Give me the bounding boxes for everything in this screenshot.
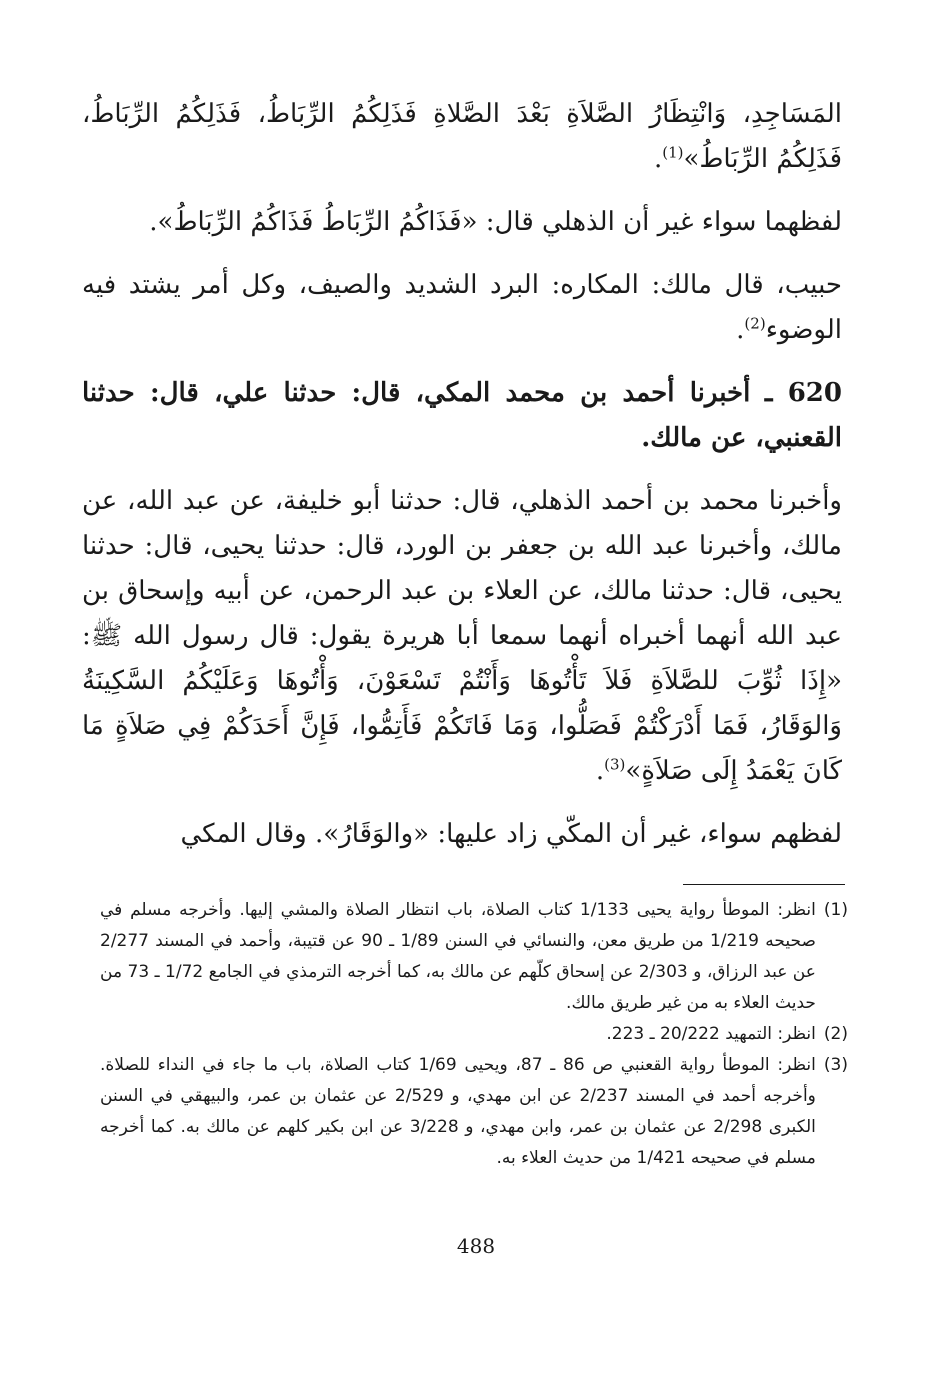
paragraph-1 xyxy=(82,92,842,182)
footnote-divider xyxy=(683,884,845,885)
paragraph-2 xyxy=(82,200,842,245)
paragraph-tail: . xyxy=(736,315,745,345)
paragraph-text: وأخبرنا محمد بن أحمد الذهلي، قال: حدثنا أبو خليفة، عن عبد الله، عن مالك، وأخبرنا عبد الله بن جعفر بن الورد، قال: حدثنا يحيى، قال: حدثنا يحيى، قال: حدثنا مالك، عن العلاء بن عبد الرحمن، عن أبيه وإسحاق بن عبد الله أنهما أخبراه أنهما سمعا أبا هريرة يقول: قال رسول الله ﷺ: «إِذَا ثُوِّبَ للصَّلاَةِ فَلاَ تَأْتُوهَا وَأَنْتُمْ تَسْعَوْنَ، وَأْتُوهَا وَعَلَيْكُمُ السَّكِينَةُ وَالوَقَارُ، فَمَا أَدْرَكْتُمْ فَصَلُّوا، وَمَا فَاتَكُمْ فَأَتِمُّوا، فَإِنَّ أَحَدَكُمْ فِي صَلاَةٍ مَا كَانَ يَعْمَدُ إِلَى صَلاَةٍ» xyxy=(82,486,842,786)
paragraph-3 xyxy=(82,263,842,353)
footnote-1 xyxy=(100,895,848,1019)
footnote-text: انظر: التمهيد 20/222 ـ 223. xyxy=(606,1024,816,1044)
paragraph-text: لفظهما سواء غير أن الذهلي قال: «فَذَاكُمُ الرِّبَاطُ فَذَاكُمُ الرِّبَاطُ». xyxy=(149,207,842,237)
paragraph-tail: . xyxy=(595,756,605,786)
footnote-text: انظر: الموطأ رواية يحيى 1/133 كتاب الصلاة، باب انتظار الصلاة والمشي إليها. وأخرجه مسلم في صحيحه 1/219 من طريق معن، والنسائي في السنن 1/89 ـ 90 عن قتيبة، وأحمد في المسند 2/277 عن عبد الرزاق، و 2/303 عن إسحاق كلّهم عن مالك به، كما أخرجه الترمذي في الجامع 1/72 ـ 73 من حديث العلاء به من غير طريق مالك. xyxy=(100,900,816,1013)
footnote-ref-3[interactable]: (3) xyxy=(604,755,626,774)
paragraph-5 xyxy=(82,479,842,794)
footnote-text: انظر: الموطأ رواية القعنبي ص 86 ـ 87، ويحيى 1/69 كتاب الصلاة، باب ما جاء في النداء للصلاة. وأخرجه أحمد في المسند 2/237 عن ابن مهدي، و 2/529 عن عثمان بن عمر، والبيهقي في السنن الكبرى 2/298 عن عثمان بن عمر، وابن مهدي، و 3/228 عن ابن بكير كلهم عن مالك به. كما أخرجه مسلم في صحيحه 1/421 من حديث العلاء به. xyxy=(100,1055,816,1168)
footnote-number: (1) xyxy=(823,900,848,920)
footnotes xyxy=(100,895,848,1174)
main-text xyxy=(82,92,842,857)
paragraph-text: لفظهم سواء، غير أن المكّي زاد عليها: «والوَقَارُ». وقال المكي xyxy=(180,819,842,849)
footnote-number: (3) xyxy=(823,1055,848,1075)
paragraph-tail: . xyxy=(653,144,663,174)
paragraph-4 xyxy=(82,371,842,461)
footnote-2 xyxy=(100,1019,848,1050)
paragraph-text: أخبرنا أحمد بن محمد المكي، قال: حدثنا علي، قال: حدثنا القعنبي، عن مالك. xyxy=(82,378,842,453)
footnote-ref-1[interactable]: (1) xyxy=(662,143,684,162)
footnote-3 xyxy=(100,1050,848,1174)
paragraph-text: المَسَاجِدِ، وَانْتِظَارُ الصَّلاَةِ بَعْدَ الصَّلاةِ فَذَلِكُمُ الرِّبَاطُ، فَذَلِكُمُ الرِّبَاطُ، فَذَلِكُمُ الرِّبَاطُ» xyxy=(82,99,842,174)
hadith-number: 620 ـ xyxy=(764,378,842,408)
page-number: 488 xyxy=(456,1234,496,1258)
paragraph-text: حبيب، قال مالك: المكاره: البرد الشديد والصيف، وكل أمر يشتد فيه الوضوء xyxy=(82,270,842,345)
footnote-ref-2[interactable]: (2) xyxy=(744,314,766,333)
paragraph-6 xyxy=(82,812,842,857)
footnote-number: (2) xyxy=(823,1024,848,1044)
